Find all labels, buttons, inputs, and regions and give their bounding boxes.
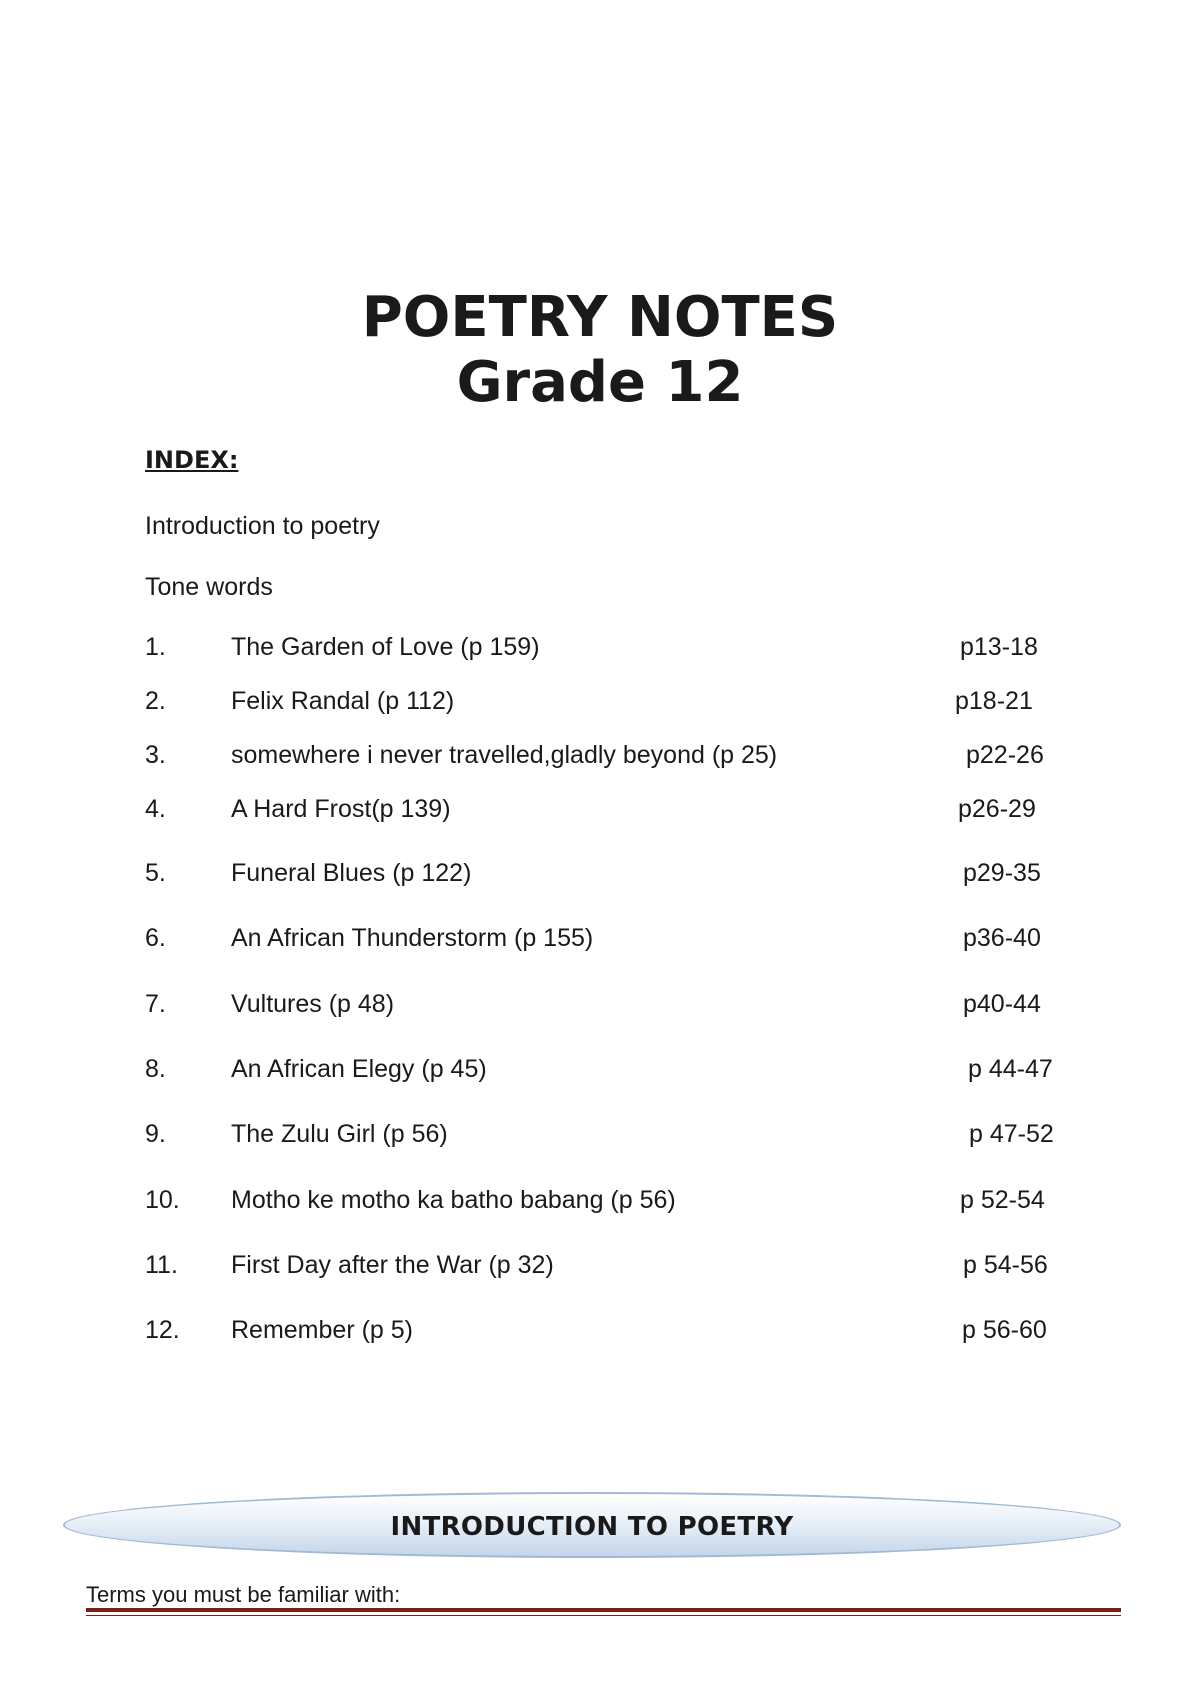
- index-entry: [0, 741, 1200, 775]
- index-entry-title: An African Elegy (p 45): [231, 1055, 487, 1083]
- index-entry: [0, 1186, 1200, 1220]
- index-entry-pages: p 56-60: [962, 1316, 1047, 1344]
- index-entry-pages: p 47-52: [969, 1120, 1054, 1148]
- index-entry-title: Felix Randal (p 112): [231, 687, 455, 715]
- index-entry-pages: p22-26: [966, 741, 1044, 769]
- index-entry-pages: p36-40: [963, 924, 1041, 952]
- index-entry-number: 10.: [145, 1186, 180, 1214]
- index-entry-number: 9.: [145, 1120, 166, 1148]
- index-entry-number: 12.: [145, 1316, 180, 1344]
- index-entry-pages: p26-29: [958, 795, 1036, 823]
- document-title: POETRY NOTES: [361, 285, 839, 350]
- index-entry-title: Vultures (p 48): [231, 990, 395, 1018]
- index-intro-item: Tone words: [145, 573, 273, 601]
- index-intro-item: Introduction to poetry: [145, 512, 380, 540]
- index-entry: [0, 924, 1200, 958]
- index-entry-number: 6.: [145, 924, 166, 952]
- document-subtitle-grade: Grade 12: [456, 350, 744, 415]
- index-entry: [0, 795, 1200, 829]
- index-entry: [0, 687, 1200, 721]
- footer-divider: [86, 1608, 1121, 1612]
- index-entry-title: Funeral Blues (p 122): [231, 859, 472, 887]
- index-entry-pages: p 44-47: [968, 1055, 1053, 1083]
- index-entry-number: 5.: [145, 859, 166, 887]
- index-entry: [0, 1055, 1200, 1089]
- index-entry-title: Remember (p 5): [231, 1316, 413, 1344]
- index-entry: [0, 1120, 1200, 1154]
- terms-intro-text: Terms you must be familiar with:: [86, 1582, 401, 1607]
- index-entry-pages: p 52-54: [960, 1186, 1045, 1214]
- index-entry-pages: p18-21: [955, 687, 1033, 715]
- index-entry: [0, 859, 1200, 893]
- index-entry: [0, 990, 1200, 1024]
- footer-divider-thin: [86, 1615, 1121, 1616]
- index-entry-number: 2.: [145, 687, 166, 715]
- index-entry-pages: p29-35: [963, 859, 1041, 887]
- index-entry-pages: p 54-56: [963, 1251, 1048, 1279]
- index-entry-title: First Day after the War (p 32): [231, 1251, 554, 1279]
- index-entry-pages: p13-18: [960, 633, 1038, 661]
- section-banner-title: INTRODUCTION TO POETRY: [390, 1512, 794, 1542]
- index-entry-number: 3.: [145, 741, 166, 769]
- index-entry-title: An African Thunderstorm (p 155): [231, 924, 594, 952]
- index-entry-number: 8.: [145, 1055, 166, 1083]
- index-entry-number: 7.: [145, 990, 166, 1018]
- index-entry-title: The Zulu Girl (p 56): [231, 1120, 448, 1148]
- index-entry-pages: p40-44: [963, 990, 1041, 1018]
- index-entry-number: 11.: [145, 1251, 178, 1279]
- index-entry: [0, 1251, 1200, 1285]
- index-entry-title: A Hard Frost(p 139): [231, 795, 451, 823]
- index-entry: [0, 633, 1200, 667]
- index-entry-number: 4.: [145, 795, 166, 823]
- index-entry-number: 1.: [145, 633, 166, 661]
- section-banner: [63, 1492, 1121, 1558]
- index-entry-title: Motho ke motho ka batho babang (p 56): [231, 1186, 676, 1214]
- index-entry: [0, 1316, 1200, 1350]
- index-heading: INDEX:: [145, 446, 239, 474]
- index-entry-title: The Garden of Love (p 159): [231, 633, 540, 661]
- index-entry-title: somewhere i never travelled,gladly beyond (p 25): [231, 741, 778, 769]
